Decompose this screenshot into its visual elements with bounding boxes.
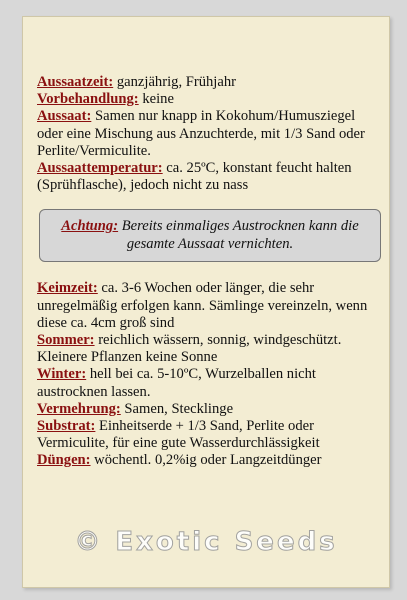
warning-label: Achtung: [61, 218, 119, 235]
section-text: Einheitserde + 1/3 Sand, Perlite oder Vermiculite, für eine gute Wasserdurchlässigkeit [37, 418, 320, 452]
copyright-watermark: © Exotic Seeds [74, 527, 338, 557]
section-winter [37, 366, 383, 400]
section-aussaatzeit [37, 74, 383, 91]
section-label: Winter: [37, 366, 87, 383]
section-label: Aussaat: [37, 108, 92, 125]
section-text: Samen nur knapp in Kokohum/Humusziegel oder eine Mischung aus Anzuchterde, mit 1/3 Sand oder Perlite/Vermiculite. [37, 108, 365, 159]
section-text: ca. 25ºC, konstant feucht halten (Sprühflasche), jedoch nicht zu nass [37, 160, 352, 194]
section-text: keine [138, 91, 174, 108]
section-label: Düngen: [37, 452, 91, 469]
seed-instruction-card [22, 16, 390, 588]
section-text: reichlich wässern, sonnig, windgeschützt. Kleinere Pflanzen keine Sonne [37, 332, 342, 366]
section-aussaattemperatur [37, 160, 383, 194]
section-label: Vermehrung: [37, 400, 121, 417]
section-label: Keimzeit: [37, 280, 98, 297]
section-text: Samen, Stecklinge [120, 400, 234, 417]
section-vorbehandlung [37, 91, 383, 108]
section-text: wöchentl. 0,2%ig oder Langzeitdünger [90, 452, 322, 469]
section-keimzeit [37, 280, 383, 332]
section-label: Aussaatzeit: [37, 74, 114, 90]
section-substrat [37, 418, 383, 452]
warning-text: Bereits einmaliges Austrocknen kann die gesamte Aussaat vernichten. [118, 218, 359, 253]
section-label: Vorbehandlung: [37, 91, 139, 108]
section-duengen [37, 452, 383, 469]
section-vermehrung [37, 401, 383, 418]
section-aussaat [37, 108, 383, 160]
section-text: ca. 3-6 Wochen oder länger, die sehr unregelmäßig erfolgen kann. Sämlinge vereinzeln, wenn diese ca. 4cm groß sind [37, 280, 368, 331]
section-label: Substrat: [37, 418, 96, 435]
section-label: Sommer: [37, 332, 95, 349]
section-text: ganzjährig, Frühjahr [113, 74, 236, 90]
warning-box [39, 209, 381, 262]
card-content [37, 74, 383, 470]
section-sommer [37, 332, 383, 366]
section-label: Aussaattemperatur: [37, 160, 163, 177]
section-text: hell bei ca. 5-10ºC, Wurzelballen nicht austrocknen lassen. [37, 366, 316, 400]
